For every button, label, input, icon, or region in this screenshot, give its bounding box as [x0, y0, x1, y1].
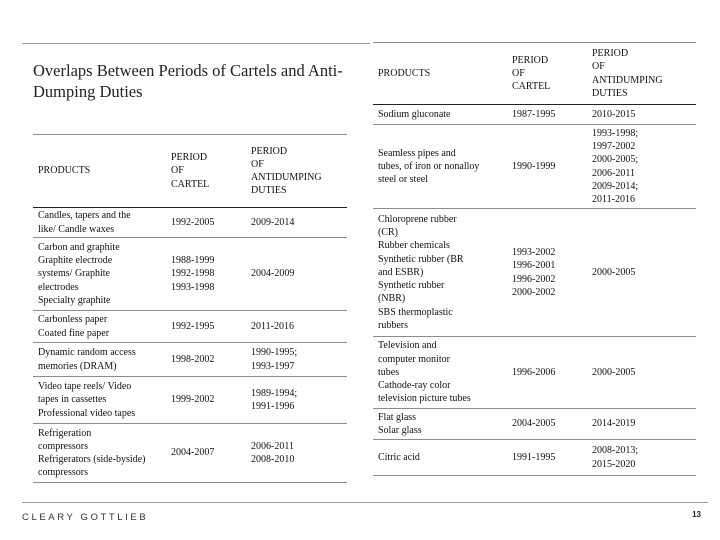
antidumping-period-cell: 2006-2011 2008-2010 [246, 424, 347, 483]
table-row [373, 440, 696, 476]
right-table-header-row [373, 43, 696, 105]
left-header-period-cartel: PERIOD OF CARTEL [166, 135, 246, 208]
product-cell: Citric acid [373, 440, 507, 476]
product-cell: Video tape reels/ Video tapes in cassettes Professional video tapes [33, 377, 166, 424]
right-header-products: PRODUCTS [373, 43, 507, 105]
cartel-period-cell: 1992-2005 [166, 208, 246, 238]
antidumping-period-cell: 1989-1994; 1991-1996 [246, 377, 347, 424]
cartel-period-cell: 1992-1995 [166, 311, 246, 343]
left-table [33, 134, 347, 483]
antidumping-period-cell: 2000-2005 [587, 337, 696, 409]
antidumping-period-cell: 2010-2015 [587, 105, 696, 125]
page-title: Overlaps Between Periods of Cartels and Anti-Dumping Duties [33, 61, 343, 101]
cartel-period-cell: 1990-1999 [507, 125, 587, 209]
cartel-period-cell: 1996-2006 [507, 337, 587, 409]
right-header-period-antidumping: PERIOD OF ANTIDUMPING DUTIES [587, 43, 696, 105]
table-row [33, 208, 347, 238]
table-row [33, 377, 347, 424]
footer-rule [22, 502, 708, 503]
cartel-period-cell: 1998-2002 [166, 343, 246, 377]
product-cell: Carbonless paper Coated fine paper [33, 311, 166, 343]
product-cell: Refrigeration compressors Refrigerators (side-byside) compressors [33, 424, 166, 483]
left-table-header-row [33, 135, 347, 208]
product-cell: Dynamic random access memories (DRAM) [33, 343, 166, 377]
table-row [33, 311, 347, 343]
left-header-products: PRODUCTS [33, 135, 166, 208]
cartel-period-cell: 1988-1999 1992-1998 1993-1998 [166, 238, 246, 311]
page-number: 13 [692, 510, 701, 519]
table-row [373, 409, 696, 440]
antidumping-period-cell: 1993-1998; 1997-2002 2000-2005; 2006-2011 2009-2014; 2011-2016 [587, 125, 696, 209]
product-cell: Seamless pipes and tubes, of iron or nonalloy steel or steel [373, 125, 507, 209]
cartel-period-cell: 1993-2002 1996-2001 1996-2002 2000-2002 [507, 209, 587, 337]
table-row [33, 238, 347, 311]
table-row [373, 105, 696, 125]
product-cell: Carbon and graphite Graphite electrode systems/ Graphite electrodes Specialty graphite [33, 238, 166, 311]
table-row [33, 424, 347, 483]
cartel-period-cell: 1999-2002 [166, 377, 246, 424]
title-top-rule [22, 43, 370, 44]
table-row [373, 125, 696, 209]
product-cell: Chloroprene rubber (CR) Rubber chemicals Synthetic rubber (BR and ESBR) Synthetic rubber (NBR) SBS thermoplastic rubbers [373, 209, 507, 337]
product-cell: Television and computer monitor tubes Cathode-ray color television picture tubes [373, 337, 507, 409]
cartel-period-cell: 2004-2005 [507, 409, 587, 440]
right-header-period-cartel: PERIOD OF CARTEL [507, 43, 587, 105]
cleary-gottlieb-logo: CLEARY GOTTLIEB [22, 512, 149, 523]
table-row [373, 209, 696, 337]
right-table [373, 42, 696, 476]
antidumping-period-cell: 2011-2016 [246, 311, 347, 343]
antidumping-period-cell: 2004-2009 [246, 238, 347, 311]
product-cell: Flat glass Solar glass [373, 409, 507, 440]
product-cell: Candles, tapers and the like/ Candle waxes [33, 208, 166, 238]
left-header-period-antidumping: PERIOD OF ANTIDUMPING DUTIES [246, 135, 347, 208]
product-cell: Sodium gluconate [373, 105, 507, 125]
cartel-period-cell: 1987-1995 [507, 105, 587, 125]
antidumping-period-cell: 2008-2013; 2015-2020 [587, 440, 696, 476]
table-row [373, 337, 696, 409]
antidumping-period-cell: 1990-1995; 1993-1997 [246, 343, 347, 377]
cartel-period-cell: 1991-1995 [507, 440, 587, 476]
antidumping-period-cell: 2009-2014 [246, 208, 347, 238]
table-row [33, 343, 347, 377]
antidumping-period-cell: 2000-2005 [587, 209, 696, 337]
antidumping-period-cell: 2014-2019 [587, 409, 696, 440]
cartel-period-cell: 2004-2007 [166, 424, 246, 483]
